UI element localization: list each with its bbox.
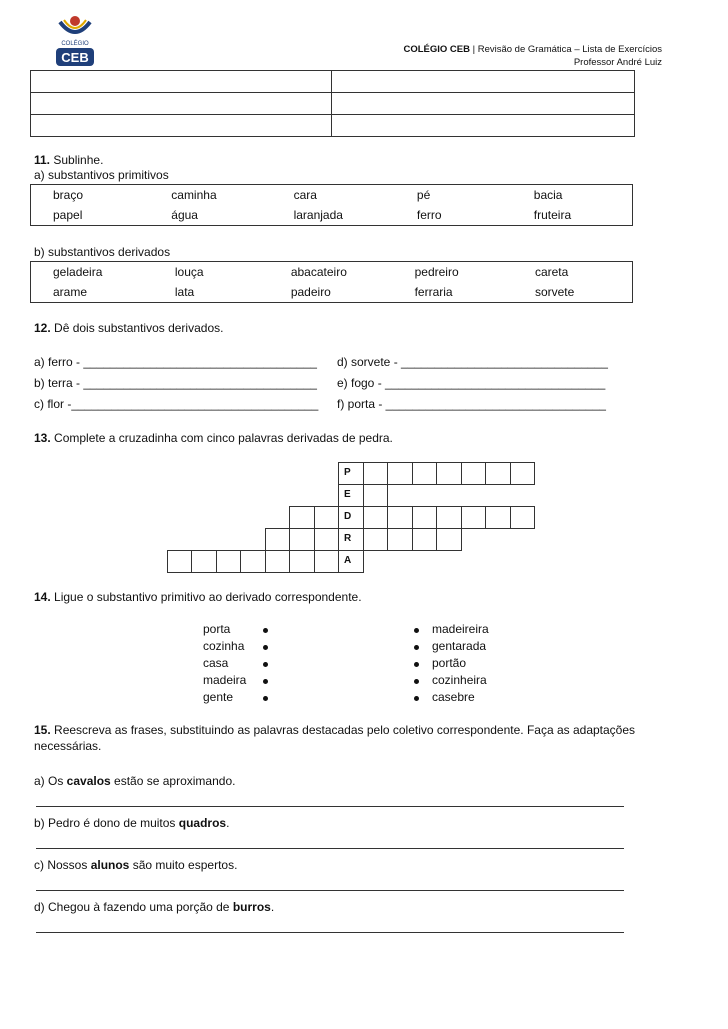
crossword-cell[interactable] bbox=[387, 528, 413, 551]
word-cell[interactable]: papel bbox=[53, 208, 83, 222]
blank-cell[interactable] bbox=[31, 115, 332, 137]
derived-word: portão bbox=[432, 656, 467, 670]
blank-cell[interactable] bbox=[31, 71, 332, 93]
word-cell[interactable]: lata bbox=[174, 285, 195, 299]
blank-cell[interactable] bbox=[332, 115, 635, 137]
crossword-cell[interactable] bbox=[363, 484, 389, 507]
crossword-cell[interactable] bbox=[289, 550, 315, 573]
crossword-cell[interactable] bbox=[436, 506, 462, 529]
word-cell[interactable]: louça bbox=[174, 265, 204, 279]
q11-b-label: b) substantivos derivados bbox=[34, 245, 171, 259]
word-cell[interactable]: cara bbox=[293, 188, 317, 202]
crossword-cell[interactable] bbox=[265, 550, 291, 573]
answer-rule[interactable] bbox=[36, 806, 624, 807]
sentence bbox=[34, 774, 235, 788]
derived-word: cozinheira bbox=[432, 673, 487, 687]
link-dot[interactable] bbox=[414, 645, 419, 650]
sentence bbox=[34, 858, 237, 872]
primitive-word: porta bbox=[203, 622, 231, 636]
crossword-cell[interactable] bbox=[314, 550, 340, 573]
crossword-cell[interactable] bbox=[314, 506, 340, 529]
crossword-cell[interactable] bbox=[436, 528, 462, 551]
word-cell[interactable]: careta bbox=[534, 265, 569, 279]
document-title: | Revisão de Gramática – Lista de Exercícios bbox=[469, 44, 662, 55]
sentence-text: c) Nossos bbox=[34, 858, 91, 872]
highlighted-word: alunos bbox=[90, 858, 130, 872]
word-cell[interactable]: laranjada bbox=[293, 208, 343, 222]
blank-cell[interactable] bbox=[332, 71, 635, 93]
highlighted-word: burros bbox=[232, 900, 271, 914]
q12-number: 12. bbox=[34, 321, 51, 335]
crossword-cell[interactable] bbox=[363, 506, 389, 529]
q13-title: Complete a cruzadinha com cinco palavras derivadas de pedra. bbox=[50, 431, 393, 445]
crossword-letter-cell: D bbox=[338, 506, 364, 529]
sentence-text: estão se aproximando. bbox=[110, 774, 236, 788]
header-line1 bbox=[403, 44, 662, 55]
sentence-text: são muito espertos. bbox=[129, 858, 238, 872]
crossword-cell[interactable] bbox=[412, 506, 438, 529]
teacher-name: Professor André Luiz bbox=[573, 57, 662, 68]
crossword-letter-cell: R bbox=[338, 528, 364, 551]
answer-line[interactable]: c) flor -_____________________________________ bbox=[34, 397, 319, 411]
sentence-text: . bbox=[226, 816, 230, 830]
crossword-cell[interactable] bbox=[265, 528, 291, 551]
blank-cell[interactable] bbox=[332, 93, 635, 115]
crossword-cell[interactable] bbox=[240, 550, 266, 573]
word-cell[interactable]: caminha bbox=[171, 188, 217, 202]
school-logo bbox=[52, 12, 98, 68]
highlighted-word: cavalos bbox=[66, 774, 111, 788]
word-cell[interactable]: ferraria bbox=[414, 285, 453, 299]
crossword-cell[interactable] bbox=[485, 506, 511, 529]
word-cell[interactable]: bacia bbox=[533, 188, 563, 202]
q11-a-table bbox=[30, 184, 633, 226]
link-dot[interactable] bbox=[263, 628, 268, 633]
word-cell[interactable]: sorvete bbox=[534, 285, 575, 299]
crossword-cell[interactable] bbox=[216, 550, 242, 573]
crossword-cell[interactable] bbox=[363, 528, 389, 551]
crossword-cell[interactable] bbox=[314, 528, 340, 551]
svg-text:CEB: CEB bbox=[61, 50, 89, 65]
word-cell[interactable]: arame bbox=[53, 285, 88, 299]
crossword-letter-cell: P bbox=[338, 462, 364, 485]
crossword-cell[interactable] bbox=[461, 462, 487, 485]
derived-word: casebre bbox=[432, 690, 475, 704]
sentence bbox=[34, 816, 229, 830]
q15-number: 15. bbox=[34, 723, 51, 737]
primitive-word: gente bbox=[203, 690, 234, 704]
word-cell[interactable]: ferro bbox=[416, 208, 442, 222]
crossword-letter-cell: E bbox=[338, 484, 364, 507]
crossword-cell[interactable] bbox=[461, 506, 487, 529]
q14-heading bbox=[34, 590, 362, 604]
word-cell[interactable]: pedreiro bbox=[414, 265, 459, 279]
word-cell[interactable]: pé bbox=[416, 188, 431, 202]
crossword-cell[interactable] bbox=[412, 528, 438, 551]
crossword-cell[interactable] bbox=[387, 462, 413, 485]
highlighted-word: quadros bbox=[178, 816, 227, 830]
sentence-text: . bbox=[270, 900, 275, 914]
sentence-text: d) Chegou à fazendo uma porção de bbox=[34, 900, 233, 914]
q14-title: Ligue o substantivo primitivo ao derivado correspondente. bbox=[50, 590, 362, 604]
crossword-cell[interactable] bbox=[387, 506, 413, 529]
q11-heading bbox=[34, 153, 103, 167]
sentence-text: b) Pedro é dono de muitos bbox=[34, 816, 179, 830]
word-cell[interactable]: braço bbox=[53, 188, 84, 202]
q15-title: Reescreva as frases, substituindo as palavras destacadas pelo coletivo correspondente. Faça as adaptações bbox=[50, 723, 636, 737]
blank-cell[interactable] bbox=[31, 93, 332, 115]
crossword-letter-cell: A bbox=[338, 550, 364, 573]
link-dot[interactable] bbox=[414, 628, 419, 633]
derived-word: madeireira bbox=[432, 622, 489, 636]
sentence-text: a) Os bbox=[34, 774, 67, 788]
q15-heading bbox=[34, 723, 635, 737]
crossword-cell[interactable] bbox=[412, 462, 438, 485]
q11-b-table bbox=[30, 261, 633, 303]
word-cell[interactable]: água bbox=[171, 208, 198, 222]
crossword-cell[interactable] bbox=[510, 506, 536, 529]
primitive-word: cozinha bbox=[203, 639, 245, 653]
q12-heading bbox=[34, 321, 223, 335]
crossword-cell[interactable] bbox=[191, 550, 217, 573]
svg-text:COLÉGIO: COLÉGIO bbox=[61, 41, 89, 47]
q14-number: 14. bbox=[34, 590, 51, 604]
sentence bbox=[34, 900, 274, 914]
q11-a-label: a) substantivos primitivos bbox=[34, 168, 169, 182]
link-dot[interactable] bbox=[263, 645, 268, 650]
answer-line[interactable]: d) sorvete - _______________________________ bbox=[337, 355, 608, 369]
q11-title: Sublinhe. bbox=[50, 153, 104, 167]
crossword-cell[interactable] bbox=[289, 528, 315, 551]
q11-number: 11. bbox=[34, 153, 51, 167]
crossword-cell[interactable] bbox=[363, 462, 389, 485]
link-dot[interactable] bbox=[414, 662, 419, 667]
word-cell[interactable]: abacateiro bbox=[290, 265, 347, 279]
answer-line[interactable]: a) ferro - ___________________________________ bbox=[34, 355, 317, 369]
word-cell[interactable]: fruteira bbox=[533, 208, 572, 222]
derived-word: gentarada bbox=[432, 639, 487, 653]
link-dot[interactable] bbox=[263, 696, 268, 701]
link-dot[interactable] bbox=[263, 662, 268, 667]
word-cell[interactable]: padeiro bbox=[290, 285, 331, 299]
q12-title: Dê dois substantivos derivados. bbox=[50, 321, 224, 335]
q15-title-continued: necessárias. bbox=[34, 739, 102, 753]
primitive-word: madeira bbox=[203, 673, 247, 687]
q13-heading bbox=[34, 431, 393, 445]
link-dot[interactable] bbox=[414, 679, 419, 684]
answer-rule[interactable] bbox=[36, 890, 624, 891]
crossword-cell[interactable] bbox=[167, 550, 193, 573]
answer-line[interactable]: f) porta - _________________________________ bbox=[337, 397, 606, 411]
crossword-cell[interactable] bbox=[289, 506, 315, 529]
word-cell[interactable]: geladeira bbox=[53, 265, 103, 279]
crossword-cell[interactable] bbox=[510, 462, 536, 485]
answer-rule[interactable] bbox=[36, 932, 624, 933]
school-name: COLÉGIO CEB bbox=[403, 44, 470, 55]
answer-line[interactable]: b) terra - ___________________________________ bbox=[34, 376, 317, 390]
link-dot[interactable] bbox=[414, 696, 419, 701]
link-dot[interactable] bbox=[263, 679, 268, 684]
answer-rule[interactable] bbox=[36, 848, 624, 849]
blank-table bbox=[30, 70, 635, 137]
answer-line[interactable]: e) fogo - _________________________________ bbox=[337, 376, 606, 390]
crossword-cell[interactable] bbox=[485, 462, 511, 485]
primitive-word: casa bbox=[203, 656, 229, 670]
q13-number: 13. bbox=[34, 431, 51, 445]
crossword-cell[interactable] bbox=[436, 462, 462, 485]
